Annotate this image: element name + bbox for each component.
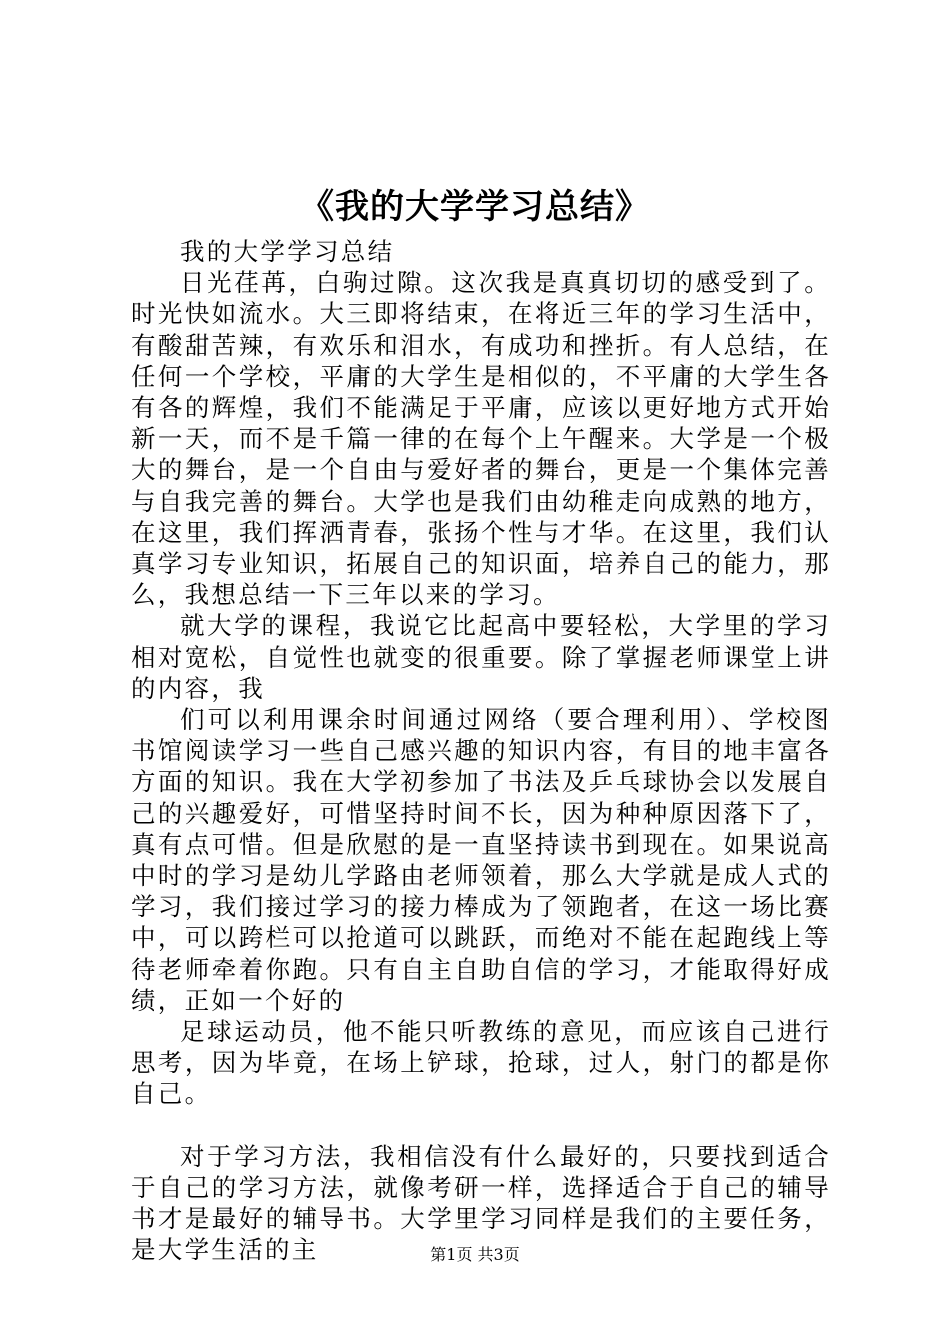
paragraph: 日光荏苒，白驹过隙。这次我是真真切切的感受到了。时光快如流水。大三即将结束，在将近三年的学习生活中，有酸甜苦辣，有欢乐和泪水，有成功和挫折。有人总结，在任何一个学校，平庸的大学生是相似的，不平庸的大学生各有各的辉煌，我们不能满足于平庸，应该以更好地方式开始新一天，而不是千篇一律的在每个上午醒来。大学是一个极大的舞台，是一个自由与爱好者的舞台，更是一个集体完善与自我完善的舞台。大学也是我们由幼稚走向成熟的地方，在这里，我们挥洒青春，张扬个性与才华。在这里，我们认真学习专业知识，拓展自己的知识面，培养自己的能力，那么，我想总结一下三年以来的学习。 bbox=[131, 268, 831, 610]
paragraph: 对于学习方法，我相信没有什么最好的，只要找到适合于自己的学习方法，就像考研一样，选择适合于自己的辅导书才是最好的辅导书。大学里学习同样是我们的主要任务，是大学生活的主 bbox=[131, 1141, 831, 1265]
page-number-footer: 第1页 共3页 bbox=[430, 1245, 520, 1264]
paragraph: 就大学的课程，我说它比起高中要轻松，大学里的学习相对宽松，自觉性也就变的很重要。除了掌握老师课堂上讲的内容，我 bbox=[131, 611, 831, 703]
document-body bbox=[131, 236, 831, 1266]
paragraph: 足球运动员，他不能只听教练的意见，而应该自己进行思考，因为毕竟，在场上铲球，抢球，过人，射门的都是你自己。 bbox=[131, 1017, 831, 1109]
document-title: 《我的大学学习总结》 bbox=[300, 187, 650, 227]
paragraph-subtitle: 我的大学学习总结 bbox=[180, 237, 395, 266]
paragraph: 们可以利用课余时间通过网络（要合理利用）、学校图书馆阅读学习一些自己感兴趣的知识内容，有目的地丰富各方面的知识。我在大学初参加了书法及乒乓球协会以发展自己的兴趣爱好，可惜坚持时间不长，因为种种原因落下了，真有点可惜。但是欣慰的是一直坚持读书到现在。如果说高中时的学习是幼儿学路由老师领着，那么大学就是成人式的学习，我们接过学习的接力棒成为了领跑者，在这一场比赛中，可以跨栏可以抢道可以跳跃，而绝对不能在起跑线上等待老师牵着你跑。只有自主自助自信的学习，才能取得好成绩，正如一个好的 bbox=[131, 705, 831, 1015]
